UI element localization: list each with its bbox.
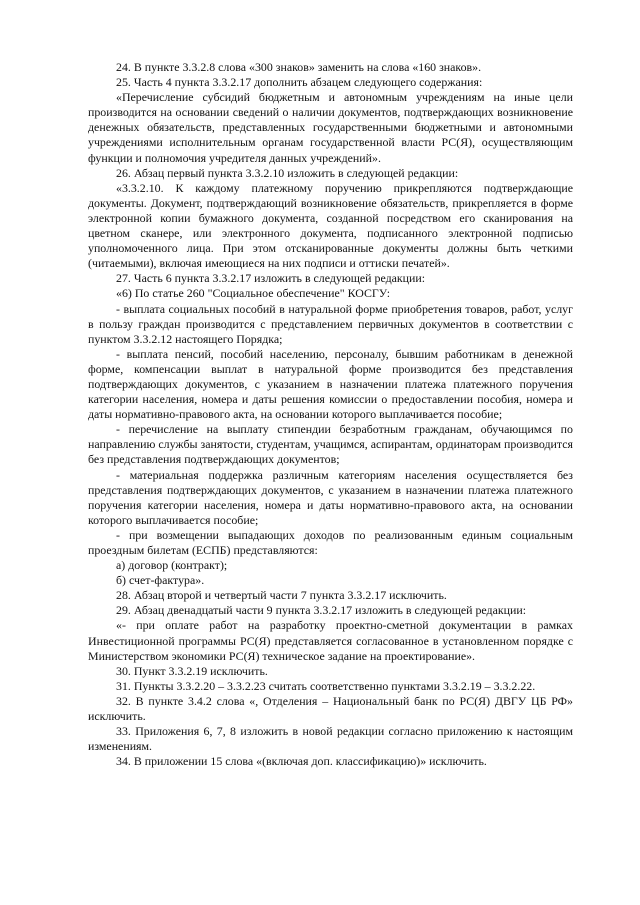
document-body xyxy=(88,60,573,769)
paragraph-27-item-3: - перечисление на выплату стипендии безработным гражданам, обучающимся по направлению службы занятости, студентам, учащимся, аспирантам, ординаторам производится без представления подтверждающих документов; xyxy=(88,422,573,467)
paragraph-34: 34. В приложении 15 слова «(включая доп. классификацию)» исключить. xyxy=(116,754,487,769)
paragraph-27: 27. Часть 6 пункта 3.3.2.17 изложить в следующей редакции: xyxy=(116,271,426,286)
paragraph-24: 24. В пункте 3.3.2.8 слова «300 знаков» заменить на слова «160 знаков». xyxy=(116,60,482,74)
paragraph-33: 33. Приложения 6, 7, 8 изложить в новой редакции согласно приложению к настоящим изменениям. xyxy=(88,724,573,754)
paragraph-29-quote: «- при оплате работ на разработку проектно-сметной документации в рамках Инвестиционной программы РС(Я) представляется согласованное в установленном порядке с Министерством экономики РС(Я) техническое задание на проектирование». xyxy=(88,618,573,663)
paragraph-25-quote: «Перечисление субсидий бюджетным и автономным учреждениям на иные цели производится на основании сведений о наличии документов, подтверждающих возникновение денежных обязательств, представленных государственными бюджетными и автономными учреждениями исполнительным органам государственной власти РС(Я), осуществляющим функции и полномочия учредителя данных учреждений». xyxy=(88,90,573,165)
paragraph-28: 28. Абзац второй и четвертый части 7 пункта 3.3.2.17 исключить. xyxy=(116,588,447,603)
paragraph-29: 29. Абзац двенадцатый части 9 пункта 3.3.2.17 изложить в следующей редакции: xyxy=(116,603,527,618)
paragraph-25: 25. Часть 4 пункта 3.3.2.17 дополнить абзацем следующего содержания: xyxy=(116,75,483,90)
paragraph-30: 30. Пункт 3.3.2.19 исключить. xyxy=(116,663,268,678)
paragraph-26: 26. Абзац первый пункта 3.3.2.10 изложить в следующей редакции: xyxy=(116,165,459,180)
paragraph-31: 31. Пункты 3.3.2.20 – 3.3.2.23 считать соответственно пунктами 3.3.2.19 – 3.3.2.22. xyxy=(116,678,536,693)
paragraph-27-item-b: б) счет-фактура». xyxy=(116,573,205,588)
paragraph-27-item-2: - выплата пенсий, пособий населению, персоналу, бывшим работникам в денежной форме, компенсации выплат в натуральной форме производится без представления подтверждающих документов, с указанием в назначении платежа платежного поручения категории населения, номера и даты решения комиссии о предоставлении пособия, номера и даты нормативно-правового акта, на основании которого выплачивается пособие; xyxy=(88,346,573,422)
paragraph-32: 32. В пункте 3.4.2 слова «, Отделения – Национальный банк по РС(Я) ДВГУ ЦБ РФ» исключить. xyxy=(88,693,573,724)
paragraph-27-item-4: - материальная поддержка различным категориям населения осуществляется без представления подтверждающих документов, с указанием в назначении платежа платежного поручения категории населения, номера и даты нормативно-правового акта, на основании которого выплачивается пособие; xyxy=(88,467,573,527)
paragraph-27-item-a: а) договор (контракт); xyxy=(116,558,228,573)
paragraph-27-heading: «6) По статье 260 "Социальное обеспечение" КОСГУ: xyxy=(116,286,391,301)
paragraph-26-quote: «3.3.2.10. К каждому платежному поручению прикрепляются подтверждающие документы. Документ, подтверждающий возникновение обязательств, прикрепляется в форме электронной копии бумажного документа, созданной посредством его сканирования на цветном сканере, или электронного документа, подписанного электронной подписью уполномоченного лица. При этом отсканированные документы должны быть четкими (читаемыми), включая имеющиеся на них подписи и оттиски печатей». xyxy=(88,180,573,271)
paragraph-27-item-1: - выплата социальных пособий в натуральной форме приобретения товаров, работ, услуг в пользу граждан производится с представлением первичных документов в соответствии с пунктом 3.3.2.12 настоящего Порядка; xyxy=(88,301,573,346)
paragraph-27-item-5: - при возмещении выпадающих доходов по реализованным единым социальным проездным билетам (ЕСПБ) представляются: xyxy=(88,527,573,557)
